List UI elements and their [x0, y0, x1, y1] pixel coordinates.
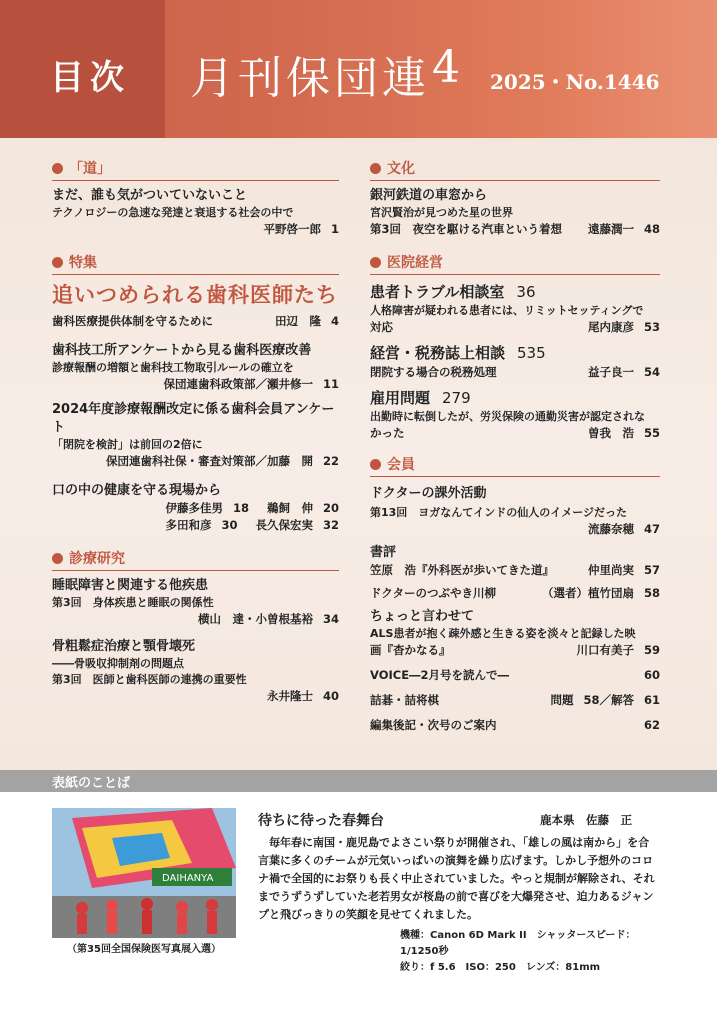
bullet-icon: [370, 459, 381, 470]
article-subtitle: ALS患者が抱く疎外感と生きる姿を淡々と記録した映: [370, 627, 636, 640]
article-row: 第3回 夜空を駆ける汽車という着想 遠藤潤一 48: [370, 222, 660, 236]
series-title[interactable]: ドクターの課外活動: [370, 486, 487, 501]
author-row: 多田和彦 30 長久保宏実 32: [165, 518, 339, 532]
divider: [52, 180, 339, 181]
divider: [370, 476, 660, 477]
article-author-line: 流藤奈穂 47: [587, 522, 660, 536]
photo-banner-text: DAIHANYA: [162, 873, 214, 884]
bullet-icon: [52, 257, 63, 268]
article-row[interactable]: 歯科医療提供体制を守るために 田辺 隆 4: [52, 314, 339, 328]
camera-metadata: [400, 928, 660, 976]
article-title[interactable]: 睡眠障害と関連する他疾患: [52, 578, 209, 593]
page-number: 1: [330, 222, 339, 236]
article-subtitle: ――骨吸収抑制剤の問題点: [52, 657, 184, 670]
article-row: かった 曽我 浩 55: [370, 426, 660, 440]
issue-month: 4: [432, 42, 460, 93]
camera-meta-line: 機種：Canon 6D Mark II シャッタースピード：1/1250秒: [400, 930, 636, 957]
section-heading-culture[interactable]: 文化: [370, 158, 660, 178]
section-heading-feature[interactable]: 特集: [52, 252, 339, 272]
puzzle-row[interactable]: 詰碁・詰将棋 問題 58／解答 61: [370, 693, 660, 707]
article-row: 画『杳かなる』 川口有美子 59: [370, 643, 660, 657]
article-subtitle: 出勤時に転倒したが、労災保険の通勤災害が認定されな: [370, 410, 645, 423]
article-author-line: 保団連歯科政策部／瀬井修一 11: [163, 377, 339, 391]
photo-caption: （第35回全国保険医写真展入選）: [67, 944, 221, 955]
bullet-icon: [370, 163, 381, 174]
article-row: 対応 尾内康彦 53: [370, 320, 660, 334]
article-subtitle: 第3回 医師と歯科医師の連携の重要性: [52, 673, 247, 686]
camera-meta-line: 絞り：f 5.6 ISO：250 レンズ：81mm: [400, 962, 601, 973]
issue-info: 2025・No.1446: [490, 70, 660, 94]
article-title[interactable]: 骨粗鬆症治療と顎骨壊死: [52, 639, 196, 654]
article-author-line: 永井隆士 40: [266, 689, 339, 703]
article-title[interactable]: 2024年度診療報酬改定に係る歯科会員アンケート: [52, 402, 335, 435]
cover-author: 鹿本県 佐藤 正: [540, 813, 632, 827]
right-column: [370, 150, 660, 734]
feature-title[interactable]: 追いつめられる歯科医師たち: [52, 283, 338, 307]
cover-photo: [52, 808, 236, 938]
magazine-title: 月刊保団連: [190, 53, 430, 104]
divider: [370, 180, 660, 181]
divider: [52, 274, 339, 275]
bullet-icon: [52, 553, 63, 564]
series-title[interactable]: 患者トラブル相談室 36: [370, 283, 536, 301]
article-row: 笠原 浩『外科医が歩いてきた道』 仲里尚実 57: [370, 563, 660, 577]
article-row[interactable]: ドクターのつぶやき川柳 （選者）植竹団扇 58: [370, 586, 660, 600]
author-row: 伊藤多佳男 18 鵜飼 伸 20: [165, 501, 339, 515]
editor-row[interactable]: 編集後記・次号のご案内 62: [370, 718, 660, 732]
series-title[interactable]: 雇用問題 279: [370, 389, 471, 407]
article-title[interactable]: まだ、誰も気がついていないこと: [52, 188, 248, 203]
article-title[interactable]: 歯科技工所アンケートから見る歯科医療改善: [52, 343, 312, 358]
section-heading-members[interactable]: 会員: [370, 454, 660, 474]
cover-description: 毎年春に南国・鹿児島でよさこい祭りが開催され、「雄しの風は南から」を合言葉に多くのチームが元気いっぱいの演舞を繰り広げます。しかし予想外のコロナ禍で全国的にお祭りも長く中止されていました。やっと規制が解除され、それまでうずうずしていた老若男女が桜島の前で喜びを大爆発させ、迫力あるジャンプと飛びっきりの笑顔を見せてくれました。: [258, 836, 655, 921]
article-subtitle: 診療報酬の増額と歯科技工物取引ルールの確立を: [52, 361, 294, 374]
bullet-icon: [52, 163, 63, 174]
divider: [370, 274, 660, 275]
article-subtitle: テクノロジーの急速な発達と衰退する社会の中で: [52, 206, 294, 219]
series-title[interactable]: 経営・税務誌上相談 535: [370, 344, 546, 362]
toc-label: 目次: [50, 58, 130, 98]
book-review-label[interactable]: 書評: [370, 545, 397, 560]
article-author-line: 横山 達・小曽根基裕 34: [197, 612, 339, 626]
article-subtitle: 第3回 身体疾患と睡眠の関係性: [52, 596, 214, 609]
article-subtitle: 人格障害が疑われる患者には、リミットセッティングで: [370, 304, 644, 317]
article-author-line: 平野啓一郎 1: [263, 222, 339, 236]
divider: [52, 570, 339, 571]
article-title[interactable]: 口の中の健康を守る現場から: [52, 483, 222, 498]
cover-photo-illustration: [52, 808, 236, 938]
article-subtitle: 宮沢賢治が見つめた星の世界: [370, 206, 513, 219]
article-row: 閉院する場合の税務処理 益子良一 54: [370, 365, 660, 379]
cover-title: 待ちに待った春舞台: [258, 813, 384, 829]
cover-section-label: 表紙のことば: [52, 776, 131, 791]
article-author-line: 保団連歯科社保・審査対策部／加藤 開 22: [105, 454, 339, 468]
left-column: [52, 150, 339, 705]
section-heading-michi[interactable]: 「道」: [52, 158, 339, 178]
bullet-icon: [370, 257, 381, 268]
article-title[interactable]: ちょっと言わせて: [370, 609, 475, 624]
article-subtitle: 「閉院を検討」は前回の2倍に: [52, 438, 203, 451]
article-title[interactable]: 銀河鉄道の車窓から: [370, 188, 488, 203]
section-heading-management[interactable]: 医院経営: [370, 252, 660, 272]
article-subtitle: 第13回 ヨガなんてインドの仙人のイメージだった: [370, 506, 627, 519]
section-heading-clinical[interactable]: 診療研究: [52, 548, 339, 568]
voice-row[interactable]: VOICE―2月号を読んで― 60: [370, 668, 660, 682]
